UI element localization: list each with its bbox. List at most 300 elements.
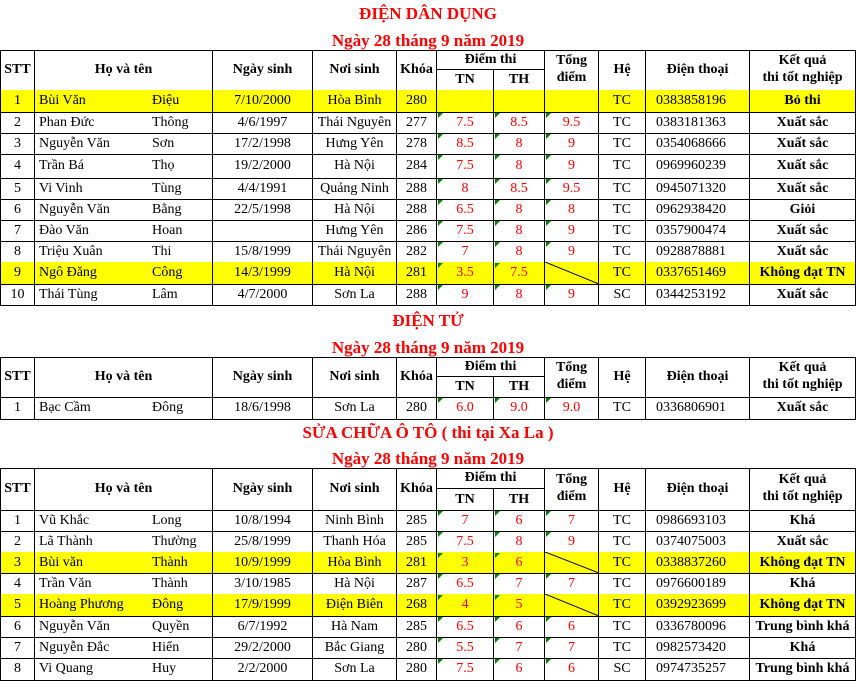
table-row — [0, 241, 856, 262]
comment-marker — [438, 595, 443, 600]
cell-ten: Điệu — [149, 90, 213, 112]
cell-ngay-sinh: 4/6/1997 — [213, 112, 313, 133]
comment-marker — [546, 617, 551, 622]
header-stt: STT — [1, 357, 35, 397]
cell-ho: Vi Quang — [39, 661, 93, 676]
cell-dien-thoai: 0354068666 — [646, 133, 750, 154]
cell-noi-sinh: Hà Nam — [313, 616, 397, 637]
cell-ket-qua: Trung bình khá — [750, 658, 856, 680]
cell-noi-sinh: Sơn La — [313, 284, 397, 305]
cell-tong: 9 — [545, 284, 599, 305]
table-row — [0, 154, 856, 178]
section-date: Ngày 28 tháng 9 năm 2019 — [331, 31, 525, 50]
cell-tn: 5.5 — [437, 637, 494, 658]
cell-ngay-sinh: 6/7/1992 — [213, 616, 313, 637]
cell-khoa: 288 — [397, 284, 437, 305]
section-title: ĐIỆN TỬ — [392, 311, 464, 330]
cell-ngay-sinh: 15/8/1999 — [213, 241, 313, 262]
header-th: TH — [494, 489, 545, 510]
cell-th: 6 — [494, 616, 545, 637]
comment-marker — [438, 134, 443, 139]
cell-khoa: 287 — [397, 573, 437, 594]
cell-tn: 9 — [437, 284, 494, 305]
comment-marker — [495, 659, 500, 664]
cell-ket-qua: Khá — [750, 510, 856, 531]
cell-ngay-sinh: 10/9/1999 — [213, 552, 313, 573]
cell-tong: 6 — [545, 616, 599, 637]
cell-dien-thoai: 0344253192 — [646, 284, 750, 305]
cell-ket-qua: Không đạt TN — [750, 552, 856, 573]
cell-stt: 6 — [1, 199, 35, 220]
comment-marker — [495, 511, 500, 516]
header-khoa: Khóa — [397, 357, 437, 397]
header-ngay-sinh: Ngày sinh — [213, 468, 313, 510]
cell-stt: 2 — [1, 112, 35, 133]
header-ket-qua-line1: Kết quả — [778, 360, 827, 376]
header-dien-thoai: Điện thoại — [646, 468, 750, 510]
comment-marker — [438, 179, 443, 184]
diagonal-slash — [545, 594, 599, 616]
table-row — [0, 573, 856, 594]
cell-th: 6 — [494, 658, 545, 680]
cell-stt: 5 — [1, 594, 35, 616]
table-row — [0, 531, 856, 552]
cell-ten: Thọ — [149, 154, 213, 178]
cell-noi-sinh: Ninh Bình — [313, 510, 397, 531]
header-tong-diem — [545, 468, 599, 510]
cell-khoa: 278 — [397, 133, 437, 154]
cell-th: 8 — [494, 199, 545, 220]
comment-marker — [546, 511, 551, 516]
cell-he: TC — [599, 531, 646, 552]
cell-ten: Đông — [149, 594, 213, 616]
cell-noi-sinh: Hà Nội — [313, 262, 397, 284]
table-header — [0, 357, 856, 397]
cell-dien-thoai: 0928878881 — [646, 241, 750, 262]
table-row — [0, 637, 856, 658]
cell-dien-thoai: 0974735257 — [646, 658, 750, 680]
cell-ho: Bùi Văn — [39, 93, 86, 108]
table-row — [0, 262, 856, 284]
cell-dien-thoai: 0336806901 — [646, 397, 750, 419]
cell-khoa: 284 — [397, 154, 437, 178]
cell-ten: Tùng — [149, 178, 213, 199]
header-tong-line1: Tổng — [555, 53, 588, 69]
cell-ho: Vũ Khắc — [39, 513, 90, 528]
cell-tong: 9 — [545, 531, 599, 552]
comment-marker — [438, 511, 443, 516]
comment-marker — [438, 638, 443, 643]
header-ho-ten: Họ và tên — [35, 468, 213, 510]
diagonal-slash — [545, 262, 599, 284]
cell-ket-qua: Xuất sắc — [750, 154, 856, 178]
header-dien-thoai: Điện thoại — [646, 50, 750, 90]
header-th: TH — [494, 70, 545, 90]
table-row — [0, 90, 856, 112]
cell-ten: Hiển — [149, 637, 213, 658]
comment-marker — [495, 221, 500, 226]
cell-tn: 6.5 — [437, 199, 494, 220]
cell-khoa: 280 — [397, 90, 437, 112]
cell-th: 8 — [494, 220, 545, 241]
cell-ngay-sinh: 10/8/1994 — [213, 510, 313, 531]
cell-dien-thoai: 0976600189 — [646, 573, 750, 594]
table-row — [0, 112, 856, 133]
cell-ngay-sinh: 19/2/2000 — [213, 154, 313, 178]
cell-dien-thoai: 0383858196 — [646, 90, 750, 112]
cell-tong: 9.0 — [545, 397, 599, 419]
cell-noi-sinh: Hà Nội — [313, 199, 397, 220]
cell-he: TC — [599, 262, 646, 284]
comment-marker — [546, 398, 551, 403]
cell-ho: Phan Đức — [39, 115, 95, 130]
cell-khoa: 286 — [397, 220, 437, 241]
cell-dien-thoai: 0357900474 — [646, 220, 750, 241]
header-stt: STT — [1, 468, 35, 510]
cell-noi-sinh: Thái Nguyên — [313, 112, 397, 133]
cell-tn: 7.5 — [437, 531, 494, 552]
cell-ten: Công — [149, 262, 213, 284]
comment-marker — [495, 134, 500, 139]
header-ket-qua-line2: thi tốt nghiệp — [762, 70, 843, 85]
cell-ho: Bùi văn — [39, 555, 83, 570]
cell-tn: 7 — [437, 510, 494, 531]
cell-he: TC — [599, 220, 646, 241]
cell-tn: 4 — [437, 594, 494, 616]
cell-ten: Huy — [149, 658, 213, 680]
section-date: Ngày 28 tháng 9 năm 2019 — [331, 338, 525, 357]
cell-he: SC — [599, 658, 646, 680]
cell-khoa: 288 — [397, 199, 437, 220]
cell-ket-qua: Xuất sắc — [750, 241, 856, 262]
header-khoa: Khóa — [397, 50, 437, 90]
table-row — [0, 658, 856, 680]
cell-ngay-sinh: 7/10/2000 — [213, 90, 313, 112]
comment-marker — [438, 200, 443, 205]
cell-tn: 3 — [437, 552, 494, 573]
cell-th: 5 — [494, 594, 545, 616]
table-row — [0, 178, 856, 199]
table-row — [0, 552, 856, 573]
cell-noi-sinh: Điện Biên — [313, 594, 397, 616]
comment-marker — [438, 617, 443, 622]
cell-tn: 8.5 — [437, 133, 494, 154]
cell-ten: Sơn — [149, 133, 213, 154]
cell-noi-sinh: Hưng Yên — [313, 220, 397, 241]
header-stt: STT — [1, 50, 35, 90]
comment-marker — [495, 532, 500, 537]
cell-ho: Hoàng Phương — [39, 597, 124, 612]
cell-th: 6 — [494, 552, 545, 573]
cell-dien-thoai: 0986693103 — [646, 510, 750, 531]
cell-dien-thoai: 0337651469 — [646, 262, 750, 284]
cell-th: 8.5 — [494, 112, 545, 133]
comment-marker — [438, 113, 443, 118]
cell-stt: 3 — [1, 552, 35, 573]
cell-khoa: 282 — [397, 241, 437, 262]
cell-ho: Ngô Đăng — [39, 265, 97, 280]
cell-th — [494, 90, 545, 112]
comment-marker — [495, 242, 500, 247]
cell-noi-sinh: Bắc Giang — [313, 637, 397, 658]
cell-he: TC — [599, 510, 646, 531]
comment-marker — [438, 221, 443, 226]
comment-marker — [546, 155, 551, 160]
comment-marker — [546, 574, 551, 579]
comment-marker — [546, 221, 551, 226]
cell-ngay-sinh: 17/9/1999 — [213, 594, 313, 616]
cell-stt: 2 — [1, 531, 35, 552]
header-diem-thi: Điểm thi — [437, 50, 545, 70]
cell-th: 8 — [494, 133, 545, 154]
comment-marker — [438, 553, 443, 558]
cell-ten: Thông — [149, 112, 213, 133]
cell-tong: 8 — [545, 199, 599, 220]
cell-he: SC — [599, 284, 646, 305]
table-row — [0, 616, 856, 637]
cell-noi-sinh: Quảng Ninh — [313, 178, 397, 199]
cell-ngay-sinh: 2/2/2000 — [213, 658, 313, 680]
grid-line — [0, 419, 856, 420]
header-tong-diem — [545, 357, 599, 397]
cell-tong: 9.5 — [545, 178, 599, 199]
cell-noi-sinh: Hà Nội — [313, 154, 397, 178]
cell-stt: 4 — [1, 573, 35, 594]
cell-ho: Vi Vinh — [39, 181, 83, 196]
cell-th: 7 — [494, 637, 545, 658]
cell-ho: Lã Thành — [39, 534, 93, 549]
comment-marker — [495, 553, 500, 558]
cell-tong: 9 — [545, 133, 599, 154]
cell-he: TC — [599, 154, 646, 178]
table-row — [0, 510, 856, 531]
cell-ten: Bằng — [149, 199, 213, 220]
cell-ngay-sinh: 22/5/1998 — [213, 199, 313, 220]
comment-marker — [438, 574, 443, 579]
cell-th: 6 — [494, 510, 545, 531]
header-khoa: Khóa — [397, 468, 437, 510]
cell-th: 7 — [494, 573, 545, 594]
cell-tong — [545, 90, 599, 112]
cell-th: 8 — [494, 531, 545, 552]
comment-marker — [438, 659, 443, 664]
cell-ngay-sinh: 25/8/1999 — [213, 531, 313, 552]
cell-khoa: 285 — [397, 531, 437, 552]
comment-marker — [495, 179, 500, 184]
comment-marker — [495, 285, 500, 290]
cell-khoa: 280 — [397, 637, 437, 658]
table-row — [0, 397, 856, 419]
cell-dien-thoai: 0338837260 — [646, 552, 750, 573]
comment-marker — [495, 398, 500, 403]
cell-ten: Lâm — [149, 284, 213, 305]
cell-ho: Trần Văn — [39, 576, 92, 591]
cell-ket-qua: Trung bình khá — [750, 616, 856, 637]
cell-ho: Triệu Xuân — [39, 244, 103, 259]
header-ho-ten: Họ và tên — [35, 50, 213, 90]
table-row — [0, 220, 856, 241]
cell-tong: 6 — [545, 658, 599, 680]
cell-he: TC — [599, 637, 646, 658]
header-noi-sinh: Nơi sinh — [313, 50, 397, 90]
section-date: Ngày 28 tháng 9 năm 2019 — [331, 449, 525, 468]
cell-he: TC — [599, 241, 646, 262]
cell-ket-qua: Không đạt TN — [750, 594, 856, 616]
cell-ket-qua: Bỏ thi — [750, 90, 856, 112]
cell-ten: Đông — [149, 397, 213, 419]
cell-ket-qua: Không đạt TN — [750, 262, 856, 284]
table-row — [0, 199, 856, 220]
cell-ngay-sinh: 4/4/1991 — [213, 178, 313, 199]
cell-stt: 4 — [1, 154, 35, 178]
cell-th: 8 — [494, 284, 545, 305]
header-tong-diem — [545, 50, 599, 90]
cell-he: TC — [599, 199, 646, 220]
cell-tn: 7.5 — [437, 154, 494, 178]
cell-noi-sinh: Hòa Bình — [313, 552, 397, 573]
cell-khoa: 285 — [397, 616, 437, 637]
cell-dien-thoai: 0374075003 — [646, 531, 750, 552]
header-tong-line2: điểm — [556, 70, 587, 85]
cell-dien-thoai: 0383181363 — [646, 112, 750, 133]
cell-tong: 7 — [545, 637, 599, 658]
cell-ten: Long — [149, 510, 213, 531]
cell-ho: Nguyễn Văn — [39, 619, 110, 634]
cell-ten: Thành — [149, 573, 213, 594]
cell-ngay-sinh: 4/7/2000 — [213, 284, 313, 305]
comment-marker — [438, 242, 443, 247]
cell-he: TC — [599, 594, 646, 616]
table-row — [0, 594, 856, 616]
cell-tn: 8 — [437, 178, 494, 199]
header-ket-qua-line2: thi tốt nghiệp — [762, 377, 843, 392]
cell-khoa: 288 — [397, 178, 437, 199]
cell-ngay-sinh: 14/3/1999 — [213, 262, 313, 284]
comment-marker — [438, 398, 443, 403]
header-dien-thoai: Điện thoại — [646, 357, 750, 397]
cell-ho: Trần Bá — [39, 158, 84, 173]
comment-marker — [495, 617, 500, 622]
cell-tn — [437, 90, 494, 112]
cell-he: TC — [599, 397, 646, 419]
cell-stt: 9 — [1, 262, 35, 284]
cell-he: TC — [599, 552, 646, 573]
cell-stt: 1 — [1, 510, 35, 531]
cell-ket-qua: Khá — [750, 637, 856, 658]
comment-marker — [438, 532, 443, 537]
comment-marker — [495, 595, 500, 600]
cell-ket-qua: Khá — [750, 573, 856, 594]
cell-stt: 10 — [1, 284, 35, 305]
header-he: Hệ — [599, 468, 646, 510]
grid-line — [0, 305, 856, 306]
cell-ngay-sinh: 18/6/1998 — [213, 397, 313, 419]
cell-tn: 7.5 — [437, 220, 494, 241]
cell-khoa: 268 — [397, 594, 437, 616]
cell-dien-thoai: 0945071320 — [646, 178, 750, 199]
comment-marker — [495, 574, 500, 579]
comment-marker — [546, 113, 551, 118]
header-ket-qua-line1: Kết quả — [778, 53, 827, 69]
cell-he: TC — [599, 573, 646, 594]
header-tn: TN — [437, 377, 494, 397]
header-ho-ten: Họ và tên — [35, 357, 213, 397]
cell-tong: 9 — [545, 241, 599, 262]
cell-ho: Nguyễn Đắc — [39, 640, 110, 655]
cell-th: 7.5 — [494, 262, 545, 284]
header-ket-qua-line2: thi tốt nghiệp — [762, 489, 843, 504]
cell-th: 9.0 — [494, 397, 545, 419]
table-header — [0, 468, 856, 510]
cell-khoa: 280 — [397, 658, 437, 680]
cell-noi-sinh: Hưng Yên — [313, 133, 397, 154]
cell-th: 8.5 — [494, 178, 545, 199]
cell-ket-qua: Xuất sắc — [750, 178, 856, 199]
cell-khoa: 280 — [397, 397, 437, 419]
comment-marker — [546, 285, 551, 290]
cell-ket-qua: Xuất sắc — [750, 284, 856, 305]
cell-he: TC — [599, 616, 646, 637]
section-title: ĐIỆN DÂN DỤNG — [359, 4, 497, 23]
cell-stt: 3 — [1, 133, 35, 154]
header-ngay-sinh: Ngày sinh — [213, 50, 313, 90]
comment-marker — [546, 179, 551, 184]
cell-ngay-sinh: 17/2/1998 — [213, 133, 313, 154]
cell-tong: 9 — [545, 220, 599, 241]
cell-noi-sinh: Hòa Bình — [313, 90, 397, 112]
cell-ngay-sinh: 29/2/2000 — [213, 637, 313, 658]
header-tong-line2: điểm — [556, 489, 587, 504]
header-he: Hệ — [599, 357, 646, 397]
comment-marker — [546, 638, 551, 643]
cell-he: TC — [599, 112, 646, 133]
cell-noi-sinh: Sơn La — [313, 658, 397, 680]
cell-ho: Đào Văn — [39, 223, 89, 238]
cell-ket-qua: Giỏi — [750, 199, 856, 220]
cell-ten: Thành — [149, 552, 213, 573]
cell-noi-sinh: Sơn La — [313, 397, 397, 419]
cell-khoa: 285 — [397, 510, 437, 531]
cell-ho: Bạc Cầm — [39, 400, 91, 415]
cell-tn: 6.5 — [437, 573, 494, 594]
comment-marker — [495, 263, 500, 268]
comment-marker — [438, 155, 443, 160]
cell-ket-qua: Xuất sắc — [750, 531, 856, 552]
comment-marker — [495, 113, 500, 118]
cell-dien-thoai: 0982573420 — [646, 637, 750, 658]
cell-tn: 6.0 — [437, 397, 494, 419]
cell-th: 8 — [494, 154, 545, 178]
cell-noi-sinh: Thái Nguyên — [313, 241, 397, 262]
comment-marker — [438, 285, 443, 290]
header-ket-qua-line1: Kết quả — [778, 472, 827, 488]
comment-marker — [495, 638, 500, 643]
cell-stt: 8 — [1, 658, 35, 680]
cell-khoa: 281 — [397, 262, 437, 284]
comment-marker — [495, 155, 500, 160]
table-row — [0, 284, 856, 305]
diagonal-slash — [545, 552, 599, 573]
cell-tn: 7 — [437, 241, 494, 262]
cell-tn: 3.5 — [437, 262, 494, 284]
cell-stt: 1 — [1, 397, 35, 419]
table-row — [0, 133, 856, 154]
cell-tong: 9 — [545, 154, 599, 178]
cell-stt: 8 — [1, 241, 35, 262]
header-noi-sinh: Nơi sinh — [313, 468, 397, 510]
cell-tong: 7 — [545, 573, 599, 594]
header-tong-line2: điểm — [556, 377, 587, 392]
